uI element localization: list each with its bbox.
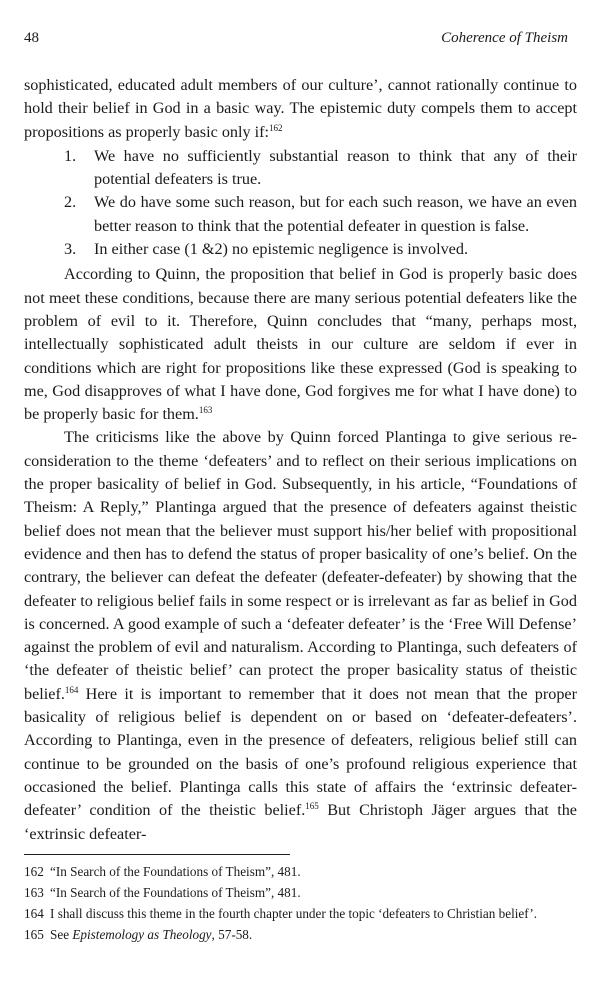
list-item-text: We have no sufficiently substantial reason to think that any of their potential defeaters is true. (94, 146, 577, 189)
list-number: 2. (64, 193, 77, 212)
footnote-number: 164 (24, 906, 44, 921)
footnote-ref-165[interactable]: 165 (305, 801, 319, 812)
paragraph-continued: sophisticated, educated adult members of our culture’, cannot rationally continue to hold their belief in God in a basic way. The epistemic duty compels them to accept propositions as properly basic only if:$^{162}$ (24, 76, 577, 141)
list-item (24, 238, 577, 261)
page-number: 48 (24, 30, 39, 46)
footnote-number: 165 (24, 927, 44, 942)
list-item (24, 191, 577, 238)
footnote-text: I shall discuss this theme in the fourth chapter under the topic ‘defeaters to Christian belief’. (50, 906, 538, 921)
footnote-number: 163 (24, 885, 44, 900)
footnote-ref-162[interactable]: 162 (269, 122, 283, 133)
footnote-164 (24, 904, 577, 923)
list-item-text: We do have some such reason, but for each such reason, we have an even better reason to think that the potential defeater in question is false. (94, 193, 577, 235)
body-text (24, 74, 577, 846)
footnotes (24, 862, 577, 946)
list-item (24, 145, 577, 192)
footnote-162 (24, 862, 577, 881)
footnote-ref-163[interactable]: 163 (198, 405, 213, 416)
footnote-165 (24, 925, 577, 944)
conditions-list (24, 145, 577, 261)
paragraph-quinn: According to Quinn, the proposition that belief in God is properly basic does not meet these conditions, because there are many serious potential defeaters like the problem of evil to it. Therefore, Quinn concludes that “many, perhaps most, intellectually sophisticated adult theists in our culture are seldom if ever in conditions which are right for propositions like these expressed (God is speaking to me, God disapproves of what I have done, God forgives me for what I have done) to be properly basic for them.$^{163}$ (24, 265, 577, 424)
footnote-text: “In Search of the Foundations of Theism”, 481. (50, 864, 301, 879)
list-item-text: In either case (1 &2) no epistemic negligence is involved. (94, 240, 468, 259)
footnote-163 (24, 883, 577, 902)
page-header (24, 30, 568, 52)
footnote-number: 162 (24, 864, 44, 879)
book-title: Epistemology as Theology (72, 927, 212, 942)
paragraph-plantinga: The criticisms like the above by Quinn forced Plantinga to give serious re-consideration to the theme ‘defeaters’ and to reflect on their serious implications on the proper basicality of belief in God. Subsequently, in his article, “Foundations of Theism: A Reply,” Plantinga argued that the presence of defeaters against theistic belief does not mean that the believer must support his/her belief with propositional evidence and then has to defend the status of proper basicality of one’s belief. On the contrary, the believer can defeat the defeater (defeater-defeater) by showing that the defeater to religious belief fails in some respect or is irrelevant as far as belief in God is concerned. A good example of such a ‘defeater defeater’ is the ‘Free Will Defense’ against the problem of evil and naturalism. According to Plantinga, such defeaters of ‘the defeater of theistic belief’ can protect the proper basicality status of theistic belief.$^{164}$ Here it is important to remember that it does not mean that the proper basicality of religious belief is dependent on or based on ‘defeater-defeaters’. According to Plantinga, even in the presence of defeaters, religious belief still can continue to be grounded on the basis of one’s profound religious experience that occasioned the belief. Plantinga calls this state of affairs the ‘extrinsic defeater-defeater’ condition of the theistic belief.$^{165}$ But Christoph Jäger argues that the ‘extrinsic defeater- (24, 428, 577, 843)
footnote-ref-164[interactable]: 164 (64, 684, 79, 695)
footnote-text: “In Search of the Foundations of Theism”, 481. (50, 885, 301, 900)
footnote-text: See Epistemology as Theology, 57-58. (50, 927, 253, 942)
list-number: 3. (64, 240, 77, 259)
footnote-divider (24, 854, 290, 855)
list-number: 1. (64, 146, 77, 165)
running-head: Coherence of Theism (441, 30, 568, 46)
